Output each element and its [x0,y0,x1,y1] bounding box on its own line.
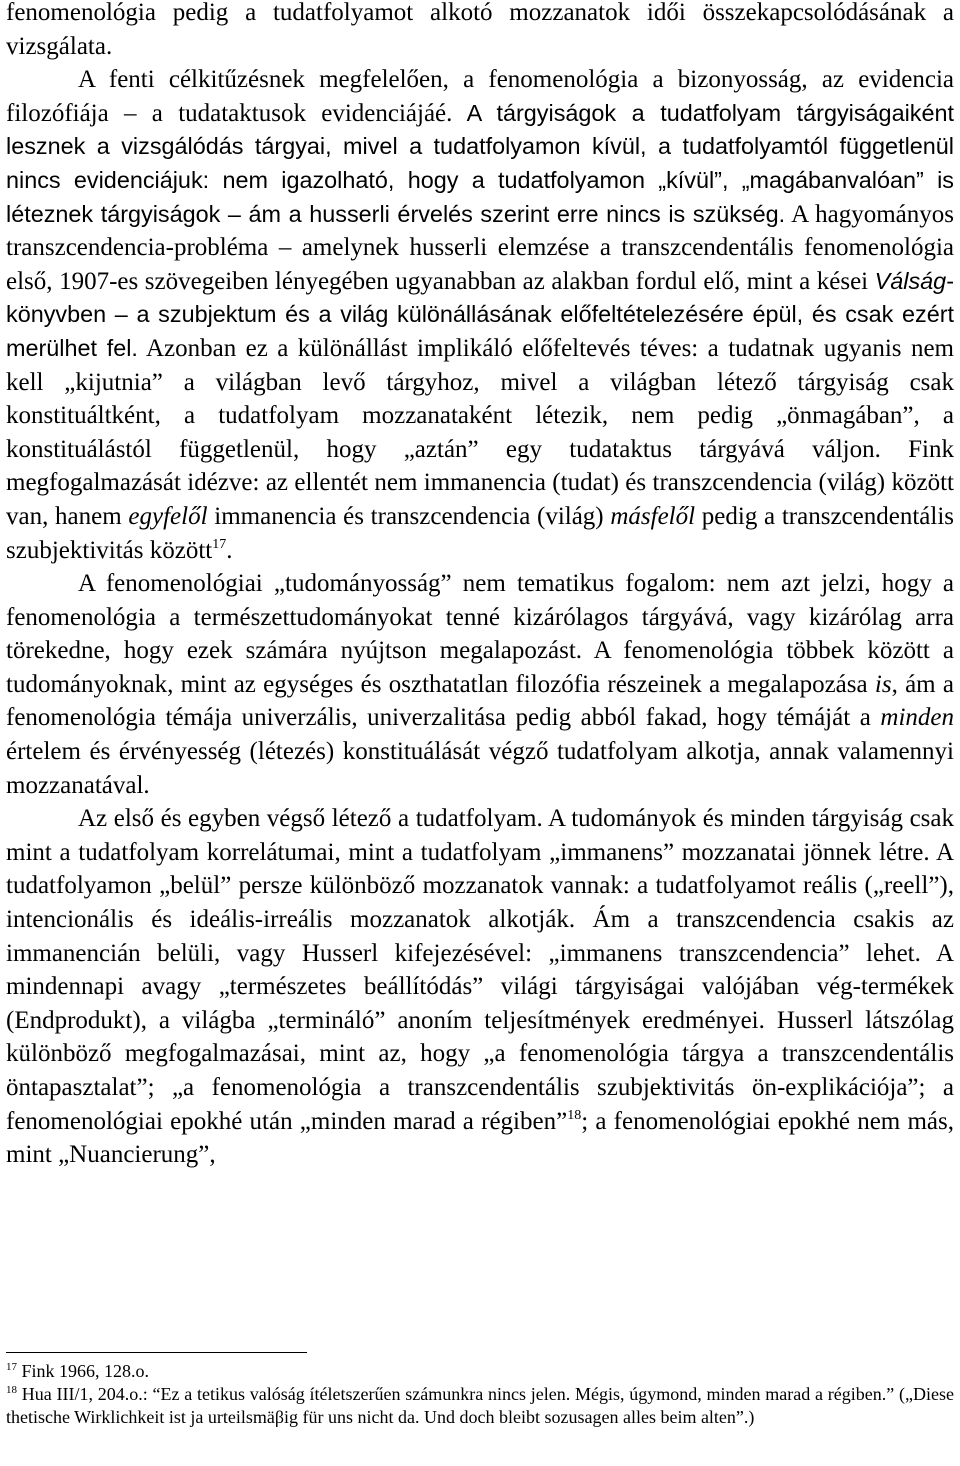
footnote-separator [6,1352,307,1353]
paragraph-2-italic-masfelol: másfelől [610,502,696,530]
paragraph-2-text-b: A tárgyiságok a tudatfolyam tárgyiságaiként lesznek a vizsgálódás tárgyai, mivel a tudatfolyamon kívül, a tudatfolyamtól függetlenül nincs evidenciájuk: nem igazolható, hogy a tudatfolyamon „kívül”, „magábanvalóan” is léteznek tárgyiságok – ám a husserli érvelés szerint erre nincs is szükség. [6,99,954,227]
paragraph-3-italic-is: is [874,670,892,698]
paragraph-3-italic-minden: minden [880,704,954,732]
paragraph-3-text-a: A fenomenológiai „tudományosság” nem tematikus fogalom: nem azt jelzi, hogy a fenomenológia a természettudományokat tenné kizárólagos tárgyává, vagy kizárólag arra törekedne, hogy ezek számára nyújtson megalapozást. A fenomenológia többek között a tudományoknak, mint az egységes és oszthatatlan filozófia részeinek a megalapozása [6,570,954,698]
footnotes [6,1360,954,1429]
paragraph-2 [6,63,954,567]
paragraph-3-text-c: , ám a fenomenológia témája univerzális, univerzalitása pedig abból fakad, hogy témáját a [6,670,954,732]
paragraph-2-text-i: pedig a transzcendentális szubjektivitás között [6,502,954,564]
paragraph-4-text-a: Az első és egyben végső létező a tudatfolyam. A tudományok és minden tárgyiság csak mint a tudatfolyam korrelátumai, mint a tudatfolyam „immanens” mozzanatai jönnek létre. A tudatfolyamon „belül” persze különböző mozzanatok vannak: a tudatfolyamot reális („reell”), intencionális és ideális-irreális mozzanatok alkotják. Ám a transzcendencia csakis az immanencián belüli, vagy Husserl kifejezésével: „immanens transzcendencia” lehet. A mindennapi avagy „természetes beállítódás” világi tárgyiságai valójában vég-termékek (Endprodukt), a világba „termináló” anoním teljesítmények eredményei. Husserl látszólag különböző megfogalmazásai, mint az, hogy „a fenomenológia tárgya a transzcendentális öntapasztalat”; „a fenomenológia a transzcendentális szubjektivitás ön-explikációja”; a fenomenológiai epokhé után „minden marad a régiben” [6,805,954,1135]
footnote-17-number: 17 [6,1361,17,1373]
paragraph-2-text-e: Azonban ez a különállást implikáló előfeltevés téves: a tudatnak ugyanis nem kell „kijutnia” a világban levő tárgyhoz, mivel a világban létező tárgyiság csak konstituáltként, a tudatfolyam mozzanataként létezik, nem pedig „önmagában”, a konstituálástól függetlenül, hogy „aztán” egy tudataktus tárgyává váljon. Fink megfogalmazását idézve: az ellentét nem immanencia (tudat) és transzcendencia (világ) között van, hanem [6,334,954,530]
paragraph-2-text-d: -könyvben – a szubjektum és a világ különállásának előfeltételezésére épül, és csak ezért merülhet fel. [6,267,954,361]
paragraph-1 [6,0,954,63]
document-page [6,0,954,1427]
paragraph-2-text-a: A fenti célkitűzésnek megfelelően, a fenomenológia a bizonyosság, az evidencia filozófiája – a tudataktusok evidenciájáé. [6,66,954,127]
paragraph-2-italic-egyfelol: egyfelől [128,502,208,530]
footnote-ref-18[interactable]: 18 [567,1107,582,1123]
paragraph-2-text-j: . [226,536,233,564]
paragraph-3 [6,567,954,802]
paragraph-4-text-b: ; a fenomenológiai epokhé nem más, mint „Nuancierung”, [6,1107,954,1169]
paragraph-2-italic-valsag: Válság [874,267,947,294]
paragraph-2-text-c: A hagyományos transzcendencia-probléma – amelynek husserli elemzése a transzcendentális fenomenológia első, 1907-es szövegeiben lényegében ugyanabban az alakban fordul elő, mint a kései [6,200,954,295]
footnote-18 [6,1383,954,1429]
footnote-18-number: 18 [6,1384,17,1396]
footnote-17-text: Fink 1966, 128.o. [17,1361,150,1381]
paragraph-2-text-g: immanencia és transzcendencia (világ) [207,502,611,530]
paragraph-1-text: fenomenológia pedig a tudatfolyamot alkotó mozzanatok idői összekapcsolódásának a vizsgálata. [6,0,954,60]
paragraph-4 [6,802,954,1172]
footnote-17 [6,1360,954,1383]
footnote-18-text: Hua III/1, 204.o.: “Ez a tetikus valóság ítéletszerűen számunkra nincs jelen. Mégis, úgymond, minden marad a régiben.” („Diese thetische Wirklichkeit ist ja urteilsmäβig für uns nicht da. Und doch bleibt sozusagen alles beim alten”.) [6,1384,954,1427]
footnote-ref-17[interactable]: 17 [212,536,227,552]
paragraph-3-text-e: értelem és érvényesség (létezés) konstituálását végző tudatfolyam alkotja, annak valamennyi mozzanatával. [6,738,954,799]
